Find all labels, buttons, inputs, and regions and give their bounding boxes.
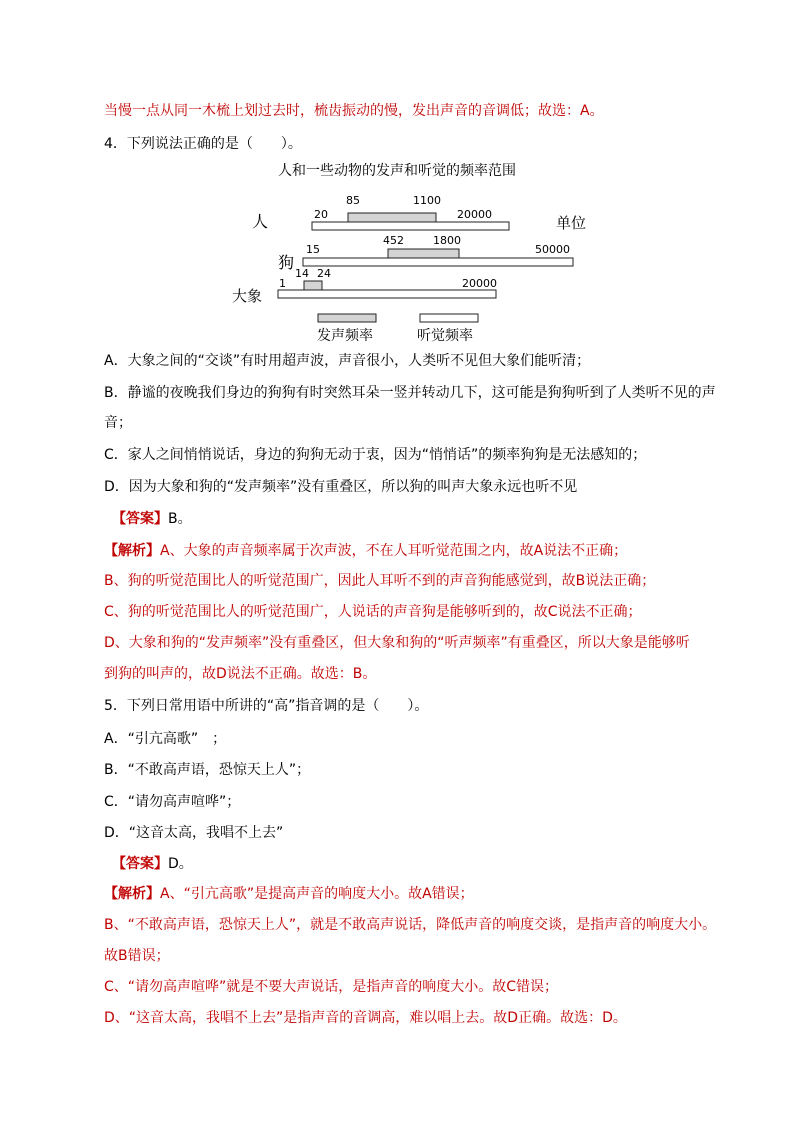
elephant-hearing-high: 20000 (462, 277, 497, 290)
legend-hearing-label: 听觉频率 (417, 328, 473, 344)
q4-analysis-5: 到狗的叫声的，故D说法不正确。故选：B。 (104, 666, 377, 682)
elephant-vocal-high: 24 (317, 267, 331, 280)
frequency-range-chart-svg (230, 156, 590, 344)
human-vocal-bar (348, 213, 436, 222)
q5-stem: 5．下列日常用语中所讲的“高”指音调的是（ ）。 (104, 698, 429, 714)
elephant-hearing-low: 1 (279, 277, 286, 290)
row-label-human: 人 (252, 212, 269, 231)
frequency-range-chart (230, 156, 590, 344)
q5-analysis-5: D、“这音太高，我唱不上去”是指声音的音调高，难以唱上去。故D正确。故选：D。 (104, 1010, 627, 1026)
q4-analysis-1 (104, 541, 627, 561)
human-vocal-high: 1100 (413, 194, 441, 207)
q4-analysis-4: D、大象和狗的“发声频率”没有重叠区，但大象和狗的“听声频率”有重叠区，所以大象是能够听 (104, 635, 690, 651)
q5-answer (112, 854, 193, 874)
q4-option-b-line1: B．静谧的夜晚我们身边的狗狗有时突然耳朵一竖并转动几下，这可能是狗狗听到了人类听不见的声 (104, 385, 716, 401)
q5-option-c: C．“请勿高声喧哗”； (104, 794, 241, 810)
elephant-vocal-bar (304, 281, 322, 290)
q5-analysis-tag: 【解析】 (104, 886, 160, 902)
q5-option-b: B．“不敢高声语，恐惊天上人”； (104, 762, 311, 778)
q5-answer-tag: 【答案】 (112, 856, 168, 872)
legend-vocal-label: 发声频率 (317, 328, 373, 344)
q4-analysis-1-text: A、大象的声音频率属于次声波，不在人耳听觉范围之内，故A说法不正确； (160, 543, 628, 559)
dog-vocal-high: 1800 (433, 234, 461, 247)
elephant-hearing-bar (278, 290, 496, 298)
q4-answer-tag: 【答案】 (112, 511, 168, 527)
q4-answer-value: B。 (168, 511, 192, 527)
q4-analysis-2: B、狗的听觉范围比人的听觉范围广，因此人耳听不到的声音狗能感觉到，故B说法正确； (104, 573, 656, 589)
q4-answer (112, 509, 192, 529)
q4-option-a: A．大象之间的“交谈”有时用超声波，声音很小，人类听不见但大象们能听清； (104, 353, 591, 369)
q5-analysis-3: 故B错误； (104, 948, 170, 964)
legend-hearing-swatch (420, 314, 478, 322)
q5-option-d: D．“这音太高，我唱不上去” (104, 825, 284, 841)
q5-analysis-1 (104, 884, 474, 904)
q4-option-d: D．因为大象和狗的“发声频率”没有重叠区，所以狗的叫声大象永远也听不见 (104, 479, 578, 495)
q5-option-a: A．“引亢高歌” ； (104, 731, 227, 747)
q4-option-b-line2: 音； (104, 415, 132, 431)
dog-hearing-low: 15 (306, 243, 320, 256)
human-vocal-low: 85 (346, 194, 360, 207)
dog-vocal-low: 452 (383, 234, 404, 247)
human-hearing-high: 20000 (457, 208, 492, 221)
q4-option-c: C．家人之间悄悄说话，身边的狗狗无动于衷，因为“悄悄话”的频率狗狗是无法感知的； (104, 447, 647, 463)
intro-explanation: 当慢一点从同一木梳上划过去时，梳齿振动的慢，发出声音的音调低；故选：A。 (104, 103, 604, 119)
dog-hearing-bar (303, 258, 573, 266)
dog-hearing-high: 50000 (535, 243, 570, 256)
row-label-dog: 狗 (278, 253, 295, 272)
human-hearing-bar (312, 222, 509, 230)
q5-analysis-2: B、“不敢高声语，恐惊天上人”，就是不敢高声说话，降低声音的响度交谈，是指声音的响度大小。 (104, 917, 717, 933)
human-hearing-low: 20 (314, 208, 328, 221)
legend-vocal-swatch (318, 314, 376, 322)
q5-answer-value: D。 (168, 856, 193, 872)
dog-vocal-bar (388, 249, 459, 258)
q5-analysis-1-text: A、“引亢高歌”是提高声音的响度大小。故A错误； (160, 886, 474, 902)
q4-stem: 4．下列说法正确的是（ ）。 (104, 136, 302, 152)
q4-analysis-tag: 【解析】 (104, 543, 160, 559)
chart-unit-label: 单位 (556, 214, 587, 232)
chart-title: 人和一些动物的发声和听觉的频率范围 (278, 163, 516, 179)
elephant-vocal-low: 14 (295, 267, 309, 280)
row-label-elephant: 大象 (232, 287, 263, 305)
q5-analysis-4: C、“请勿高声喧哗”就是不要大声说话，是指声音的响度大小。故C错误； (104, 979, 559, 995)
q4-analysis-3: C、狗的听觉范围比人的听觉范围广，人说话的声音狗是能够听到的，故C说法不正确； (104, 604, 642, 620)
